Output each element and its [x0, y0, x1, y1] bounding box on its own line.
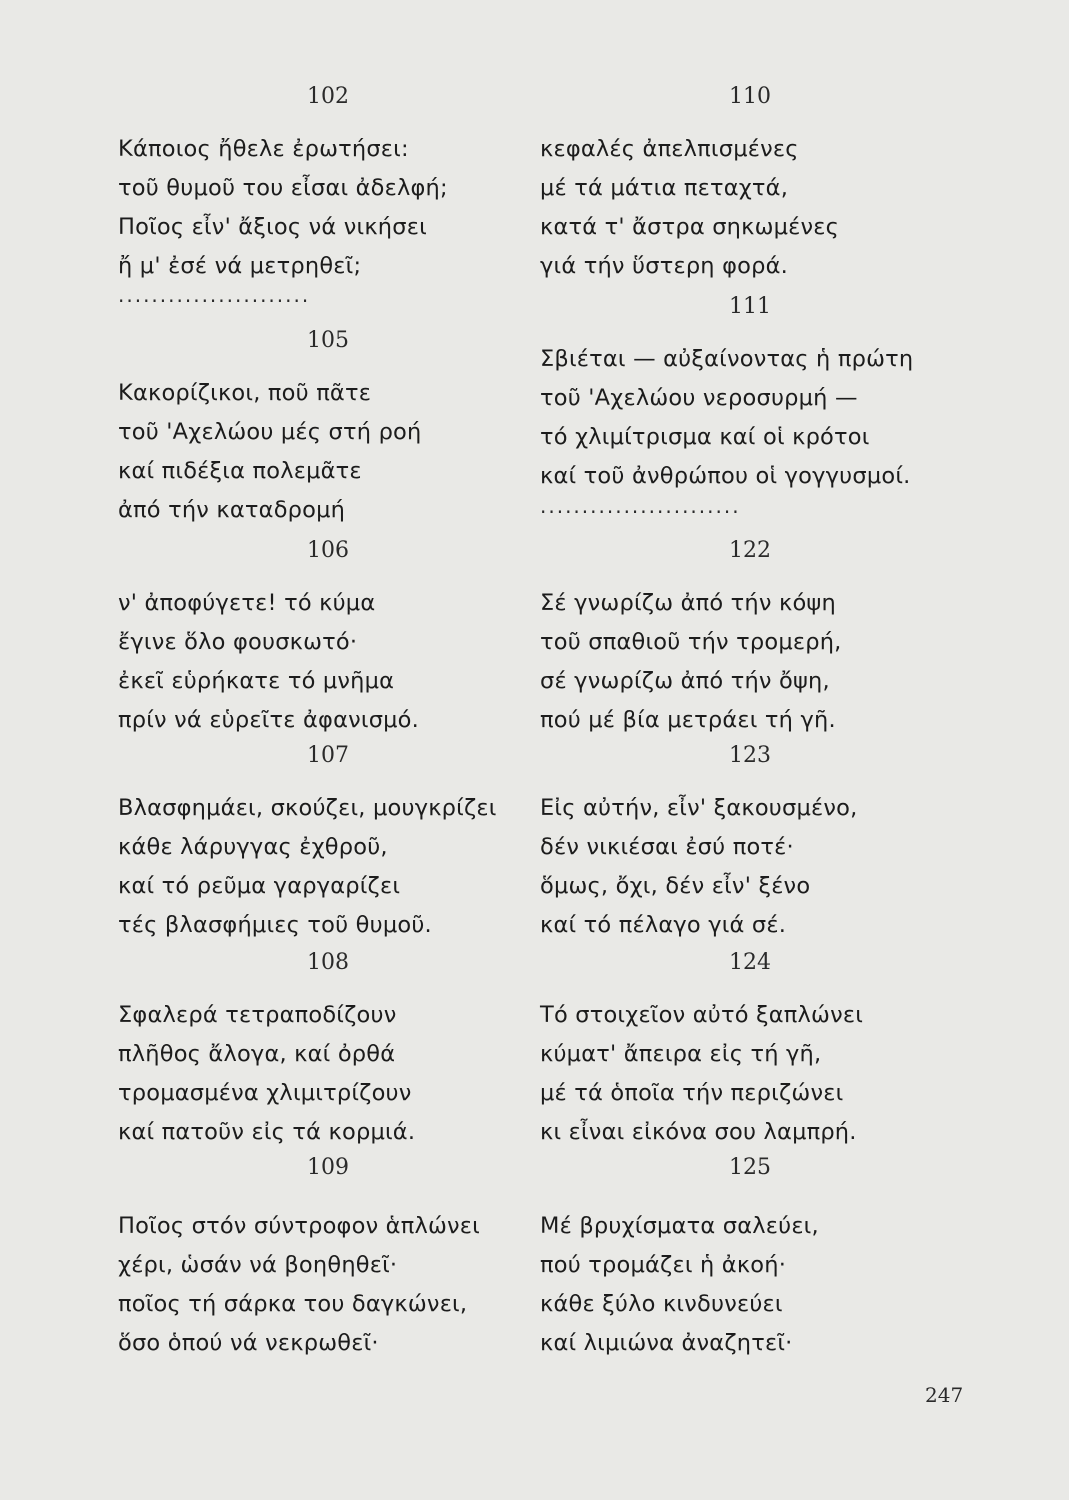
ellipsis-separator: .......................: [118, 283, 311, 307]
verse-line: μέ τά μάτια πεταχτά,: [540, 175, 789, 201]
verse-line: κι εἶναι εἰκόνα σου λαμπρή.: [540, 1119, 857, 1145]
verse-line: ἐκεῖ εὑρήκατε τό μνῆμα: [118, 668, 395, 694]
verse-line: κεφαλές ἀπελπισμένες: [540, 136, 799, 162]
verse-line: τοῦ 'Αχελώου μές στή ροή: [118, 419, 422, 445]
verse-line: ὅμως, ὄχι, δέν εἶν' ξένο: [540, 873, 811, 899]
verse-line: πού τρομάζει ἡ ἀκοή·: [540, 1252, 787, 1278]
verse-line: κάθε ξύλο κινδυνεύει: [540, 1291, 783, 1317]
verse-line: καί πατοῦν εἰς τά κορμιά.: [118, 1119, 416, 1145]
verse-line: μέ τά ὁποῖα τήν περιζώνει: [540, 1080, 844, 1106]
stanza-number: 124: [729, 950, 771, 975]
verse-line: καί τοῦ ἀνθρώπου οἱ γογγυσμοί.: [540, 463, 911, 489]
stanza-number: 122: [729, 538, 771, 563]
verse-line: Βλασφημάει, σκούζει, μουγκρίζει: [118, 795, 497, 821]
verse-line: γιά τήν ὕστερη φορά.: [540, 253, 788, 279]
verse-line: Τό στοιχεῖον αὐτό ξαπλώνει: [540, 1002, 864, 1028]
verse-line: Κάποιος ἤθελε ἐρωτήσει:: [118, 136, 409, 162]
stanza-number: 110: [729, 84, 771, 109]
verse-line: Ποῖος εἶν' ἄξιος νά νικήσει: [118, 214, 427, 240]
stanza-number: 123: [729, 743, 771, 768]
stanza-number: 102: [307, 84, 349, 109]
verse-line: πρίν νά εὑρεῖτε ἀφανισμό.: [118, 707, 419, 733]
verse-line: Εἰς αὐτήν, εἶν' ξακουσμένο,: [540, 795, 858, 821]
stanza-number: 109: [307, 1155, 349, 1180]
verse-line: Μέ βρυχίσματα σαλεύει,: [540, 1213, 819, 1239]
verse-line: τρομασμένα χλιμιτρίζουν: [118, 1080, 412, 1106]
verse-line: σέ γνωρίζω ἀπό τήν ὄψη,: [540, 668, 830, 694]
stanza-number: 107: [307, 743, 349, 768]
verse-line: χέρι, ὡσάν νά βοηθηθεῖ·: [118, 1252, 398, 1278]
verse-line: ποῖος τή σάρκα του δαγκώνει,: [118, 1291, 468, 1317]
stanza-number: 125: [729, 1155, 771, 1180]
verse-line: τοῦ σπαθιοῦ τήν τρομερή,: [540, 629, 842, 655]
verse-line: τοῦ θυμοῦ του εἶσαι ἀδελφή;: [118, 175, 448, 201]
verse-line: καί λιμιώνα ἀναζητεῖ·: [540, 1330, 793, 1356]
verse-line: καί πιδέξια πολεμᾶτε: [118, 458, 362, 484]
verse-line: ν' ἀποφύγετε! τό κύμα: [118, 590, 376, 616]
verse-line: πού μέ βία μετράει τή γῆ.: [540, 707, 836, 733]
verse-line: καί τό πέλαγο γιά σέ.: [540, 912, 787, 938]
verse-line: Κακορίζικοι, ποῦ πᾶτε: [118, 380, 372, 406]
verse-line: τό χλιμίτρισμα καί οἱ κρότοι: [540, 424, 870, 450]
verse-line: τοῦ 'Αχελώου νεροσυρμή —: [540, 385, 858, 411]
verse-line: ἤ μ' ἐσέ νά μετρηθεῖ;: [118, 253, 362, 279]
verse-line: ὅσο ὁπού νά νεκρωθεῖ·: [118, 1330, 379, 1356]
verse-line: κατά τ' ἄστρα σηκωμένες: [540, 214, 840, 240]
stanza-number: 106: [307, 538, 349, 563]
verse-line: Σφαλερά τετραποδίζουν: [118, 1002, 397, 1028]
page-number: 247: [925, 1383, 964, 1407]
verse-line: ἔγινε ὅλο φουσκωτό·: [118, 629, 358, 655]
verse-line: καί τό ρεῦμα γαργαρίζει: [118, 873, 401, 899]
verse-line: πλῆθος ἄλογα, καί ὀρθά: [118, 1041, 396, 1067]
verse-line: κάθε λάρυγγας ἐχθροῦ,: [118, 834, 388, 860]
stanza-number: 108: [307, 950, 349, 975]
verse-line: ἀπό τήν καταδρομή: [118, 497, 346, 523]
stanza-number: 105: [307, 328, 349, 353]
verse-line: δέν νικιέσαι ἐσύ ποτέ·: [540, 834, 794, 860]
verse-line: Σέ γνωρίζω ἀπό τήν κόψη: [540, 590, 836, 616]
stanza-number: 111: [729, 294, 771, 319]
ellipsis-separator: ........................: [540, 494, 741, 518]
verse-line: τές βλασφήμιες τοῦ θυμοῦ.: [118, 912, 432, 938]
verse-line: Σβιέται — αὐξαίνοντας ἡ πρώτη: [540, 346, 914, 372]
verse-line: Ποῖος στόν σύντροφον ἁπλώνει: [118, 1213, 480, 1239]
verse-line: κύματ' ἄπειρα εἰς τή γῆ,: [540, 1041, 822, 1067]
